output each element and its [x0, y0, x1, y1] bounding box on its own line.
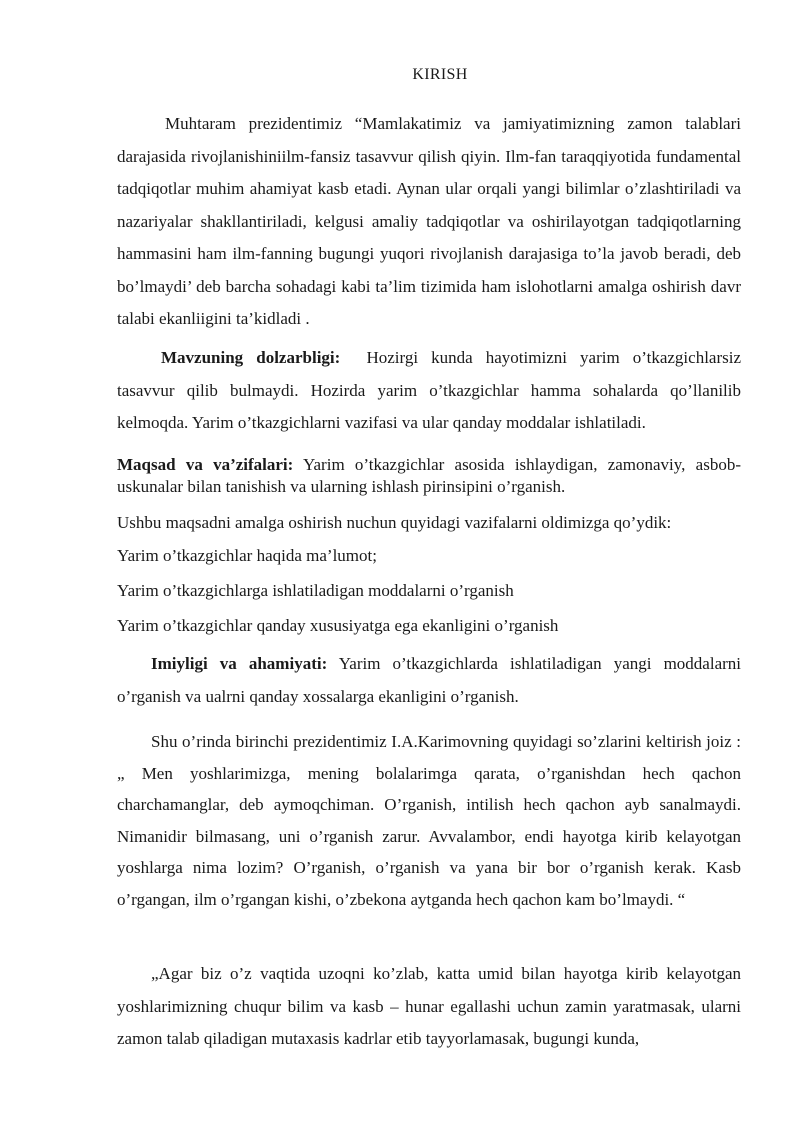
- task-item: Yarim o’tkazgichlarga ishlatiladigan moddalarni o’rganish: [117, 581, 514, 600]
- page-title: KIRISH: [412, 66, 468, 83]
- relevance-label: Mavzuning dolzarbligi:: [161, 348, 341, 367]
- importance-text: Yarim o’tkazgichlarda ishlatiladigan yangi moddalarni o’rganish va ualrni qanday xossalarga ekanligini o’rganish.: [117, 654, 742, 706]
- importance-paragraph: [117, 648, 741, 713]
- importance-label: Imiyligi va ahamiyati:: [151, 654, 328, 673]
- goals-text: Yarim o’tkazgichlar asosida ishlaydigan, zamonaviy, asbob-uskunalar bilan tanishish va ularning ishlash pirinsipini o’rganish.: [117, 455, 741, 496]
- intro-paragraph: Muhtaram prezidentimiz “Mamlakatimiz va jamiyatimizning zamon talablari darajasida rivojlanishiniilm-fansiz tasavvur qilish qiyin. Ilm-fan taraqqiyotida fundamental tadqiqotlar muhim ahamiyat kasb etadi. Aynan ular orqali yangi bilimlar o’zlashtiriladi va nazariyalar shakllantiriladi, kelgusi amaliy tadqiqotlar va oshirilayotgan tadqiqotlarning hammasini ham ilm-fanning bugungi yuqori rivojlanish darajasiga to’la javob beradi, deb bo’lmaydi’ deb barcha sohadagi kabi ta’lim tizimida ham islohotlarni amalga oshirish davr talabi ekanliigini ta’kidladi .: [117, 114, 741, 328]
- relevance-text: Hozirgi kunda hayotimizni yarim o’tkazgichlarsiz tasavvur qilib bulmaydi. Hozirda yarim o’tkazgichlar hamma sohalarda qo’llanilib kelmoqda. Yarim o’tkazgichlarni vazifasi va ular qanday moddalar ishlatiladi.: [117, 348, 742, 432]
- goals-paragraph: [117, 454, 741, 498]
- tasks-intro: Ushbu maqsadni amalga oshirish nuchun quyidagi vazifalarni oldimizga qo’ydik:: [117, 513, 672, 532]
- quote-paragraph: Shu o’rinda birinchi prezidentimiz I.A.Karimovning quyidagi so’zlarini keltirish joiz : „ Men yoshlarimizga, mening bolalarimga qarata, o’rganishdan hech qachon charchamanglar, deb aymoqchiman. O’rganish, intilish hech qachon ayb sanalmaydi. Nimanidir bilmasang, uni o’rganish zarur. Avvalambor, endi hayotga kirib kelayotgan yoshlarga nima lozim? O’rganish, o’rganish va yana bir bor o’rganish kerak. Kasb o’rgangan, ilm o’rgangan kishi, o’zbekona aytganda hech qachon kam bo’lmaydi. “: [117, 732, 741, 909]
- task-item: Yarim o’tkazgichlar qanday xususiyatga ega ekanligini o’rganish: [117, 616, 559, 635]
- relevance-paragraph: [117, 342, 741, 440]
- last-paragraph: „Agar biz o’z vaqtida uzoqni ko’zlab, katta umid bilan hayotga kirib kelayotgan yoshlarimizning chuqur bilim va kasb – hunar egallashi uchun zamin yaratmasak, ularni zamon talab qiladigan mutaxasis kadrlar etib tayyorlamasak, bugungi kunda,: [117, 964, 741, 1048]
- task-item: Yarim o’tkazgichlar haqida ma’lumot;: [117, 546, 377, 565]
- goals-label: Maqsad va va’zifalari:: [117, 455, 294, 474]
